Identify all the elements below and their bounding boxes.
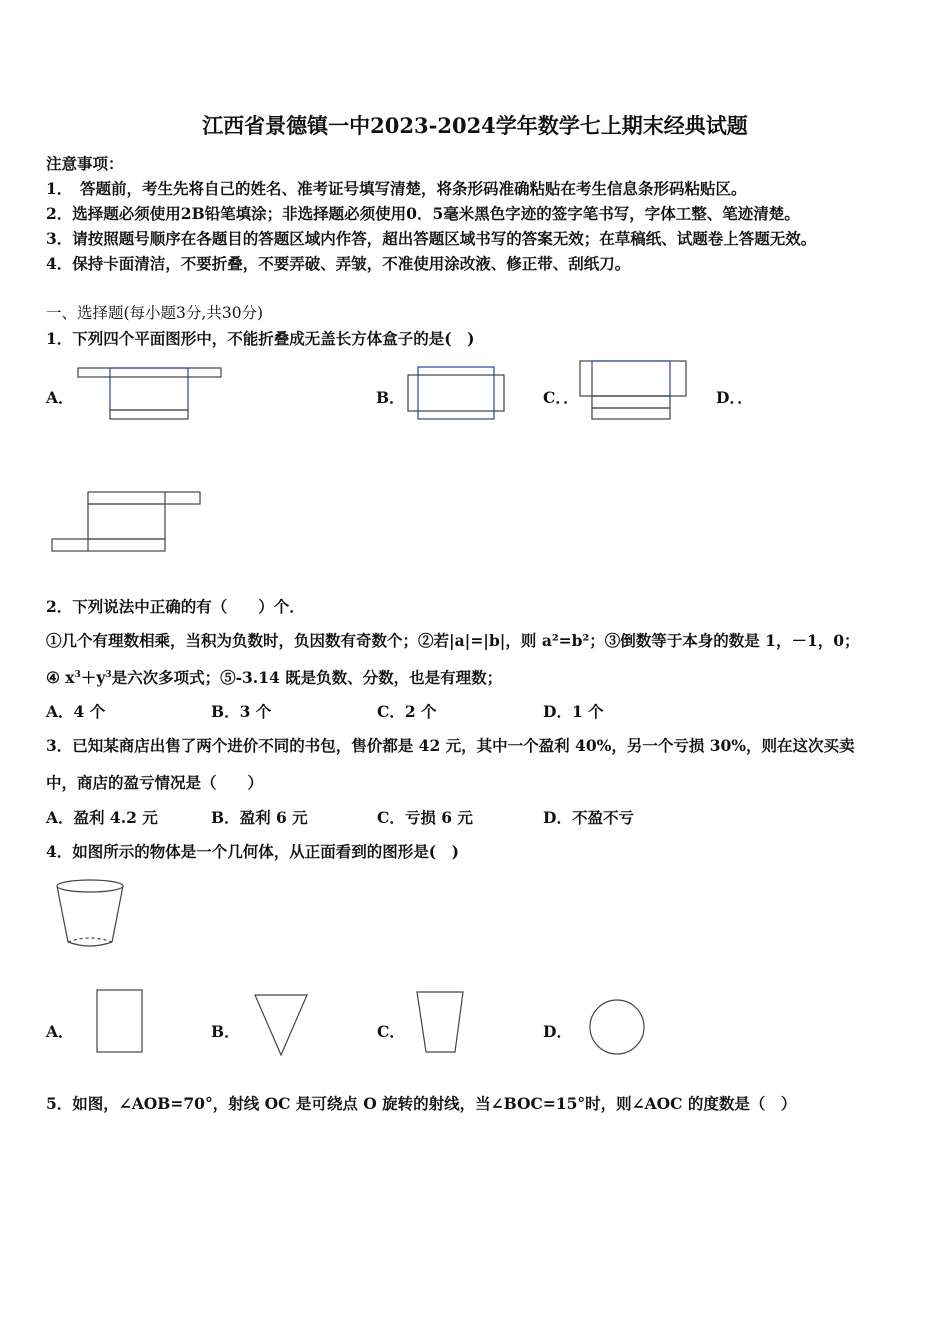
question-1-stem: 1．下列四个平面图形中，不能折叠成无盖长方体盒子的是( ) <box>46 329 475 348</box>
q1-option-d: D．． <box>716 388 753 407</box>
q2-option-b: B．3 个 <box>211 702 272 721</box>
q1-option-b: B． <box>376 388 405 407</box>
section-heading: 一、选择题(每小题3分,共30分) <box>46 304 264 322</box>
q2-option-d: D．1 个 <box>543 702 604 721</box>
notice-heading: 注意事项： <box>46 154 124 173</box>
q3-option-d: D．不盈不亏 <box>543 808 634 827</box>
notice-item: 2．选择题必须使用2B铅笔填涂；非选择题必须使用0．5毫米黑色字迹的签字笔书写，字体工整、笔迹清楚。 <box>46 204 800 223</box>
q4-option-b: B． <box>211 1022 240 1041</box>
notice-item: 1． 答题前，考生先将自己的姓名、准考证号填写清楚，将条形码准确粘贴在考生信息条形码粘贴区。 <box>46 179 747 198</box>
question-4-stem: 4．如图所示的物体是一个几何体，从正面看到的图形是( ) <box>46 842 459 861</box>
q3-option-b: B．盈利 6 元 <box>211 808 308 827</box>
q2-statement-line: ④ $x^3+y^3$是六次多项式；⑤-3.14 既是负数、分数，也是有理数； <box>46 668 503 687</box>
page-title: 江西省景德镇一中2023-2024学年数学七上期末经典试题 <box>202 113 748 138</box>
q4-option-a: A． <box>46 1022 74 1041</box>
q4-option-c: C． <box>377 1022 405 1041</box>
q3-option-a: A．盈利 4.2 元 <box>46 808 158 827</box>
question-2-stem: 2．下列说法中正确的有（ ）个． <box>46 597 305 616</box>
q2-option-c: C．2 个 <box>377 702 437 721</box>
question-3-stem: 3．已知某商店出售了两个进价不同的书包，售价都是 42 元，其中一个盈利 40%，另一个亏损 30%，则在这次买卖 <box>46 736 855 755</box>
question-5-stem: 5．如图，∠AOB=70°，射线 OC 是可绕点 O 旋转的射线，当∠BOC=15°时，则∠AOC 的度数是（ ） <box>46 1094 797 1113</box>
question-3-stem-cont: 中，商店的盈亏情况是（ ） <box>46 773 264 792</box>
q3-option-c: C．亏损 6 元 <box>377 808 473 827</box>
q1-option-c: C．． <box>543 388 579 407</box>
q1-option-a: A． <box>46 388 74 407</box>
notice-item: 3．请按照题号顺序在各题目的答题区域内作答，超出答题区域书写的答案无效；在草稿纸、试题卷上答题无效。 <box>46 229 817 248</box>
q4-option-d: D． <box>543 1022 572 1041</box>
notice-item: 4．保持卡面清洁，不要折叠，不要弄破、弄皱，不准使用涂改液、修正带、刮纸刀。 <box>46 254 631 273</box>
q2-option-a: A．4 个 <box>46 702 106 721</box>
q2-statement-line: ①几个有理数相乘，当积为负数时，负因数有奇数个；②若|a|=|b|，则 a²=b²；③倒数等于本身的数是 1，－1，0； <box>46 631 860 650</box>
